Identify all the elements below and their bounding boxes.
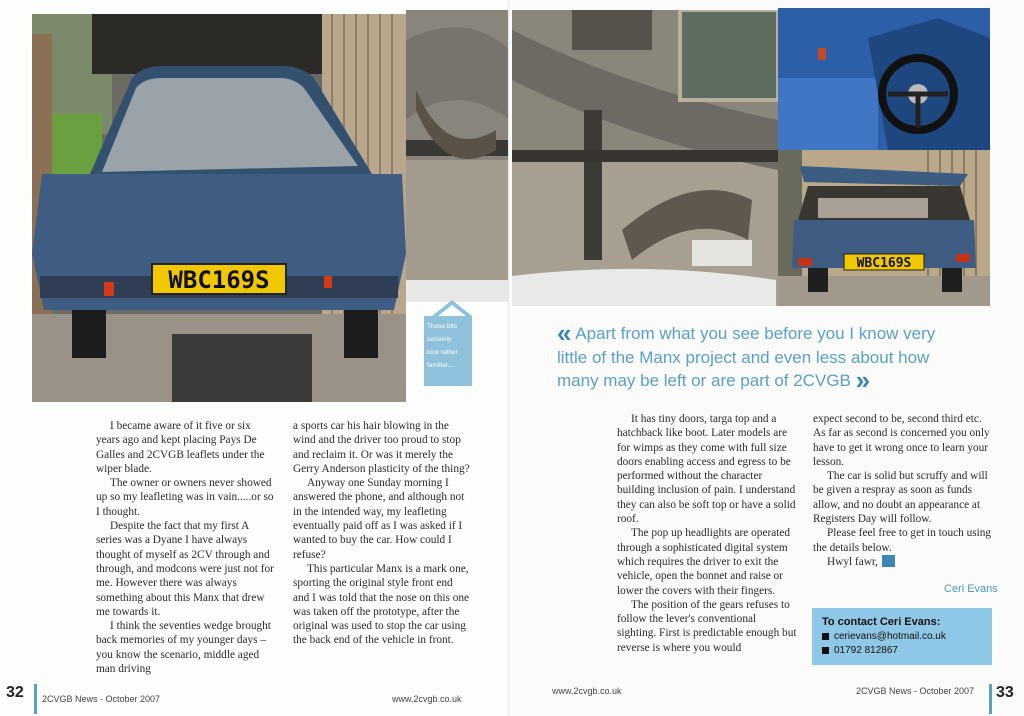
right-column-2 bbox=[813, 412, 993, 569]
bullet-icon bbox=[822, 647, 829, 654]
paragraph: I think the seventies wedge brought back memories of my younger days – you know the scenario, middle aged man driving bbox=[96, 620, 271, 676]
caption-line: familiar... bbox=[427, 362, 454, 369]
contact-email-row bbox=[822, 630, 982, 644]
page-number-right: 33 bbox=[996, 684, 1014, 701]
paragraph: It has tiny doors, targa top and a hatchback like boot. Later models are for wimps as they come with full size doors enabling access and egress to be performed without the character building inclusion of pain. I understand they can also be soft top or have a solid roof. bbox=[617, 413, 796, 526]
footer-title-right: 2CVGB News - October 2007 bbox=[856, 686, 975, 696]
end-mark-icon bbox=[882, 555, 895, 567]
interior-photo bbox=[778, 8, 990, 150]
underside-photo-left bbox=[406, 10, 510, 302]
left-page bbox=[0, 0, 510, 716]
bullet-icon bbox=[822, 633, 829, 640]
paragraph: Anyway one Sunday morning I answered the phone, and although not in the intended way, my leafleting eventually paid off as I was asked if I wanted to buy the car. How could I refuse? bbox=[293, 477, 465, 561]
paragraph: I became aware of it five or six years ago and kept placing Pays De Galles and 2CVGB leaflets under the wiper blade. bbox=[96, 420, 265, 475]
right-photo-plate-text: WBC169S bbox=[856, 256, 912, 271]
contact-phone: 01792 812867 bbox=[834, 644, 898, 656]
quote-close-icon: » bbox=[855, 365, 871, 395]
paragraph: The position of the gears refuses to follow the lever's conventional sighting. First is predictable enough but reverse is where you would bbox=[617, 598, 797, 654]
right-page bbox=[510, 0, 1024, 716]
footer-url-right: www.2cvgb.co.uk bbox=[552, 686, 622, 696]
paragraph bbox=[813, 555, 993, 569]
left-column-2 bbox=[293, 419, 471, 648]
contact-email[interactable]: cerievans@hotmail.co.uk bbox=[834, 631, 946, 642]
left-column-1 bbox=[96, 419, 274, 676]
paragraph: The car is solid but scruffy and will be given a respray as soon as funds allow, and no doubt an appearance at Registers Day will follow. bbox=[813, 470, 988, 526]
paragraph: a sports car his hair blowing in the wind and the driver too proud to stop and reclaim it. Or was it merely the Gerry Anderson plasticity of the thing? bbox=[293, 420, 470, 475]
hatch-photo bbox=[778, 150, 990, 306]
pull-quote-text: Apart from what you see before you I know very little of the Manx project and even less about how many may be left or are part of 2CVGB bbox=[557, 324, 936, 390]
paragraph: This particular Manx is a mark one, sporting the original style front end and I was told that the nose on this one was taken off the prototype, after the original was used to stop the car using the back end of the vehicle in front. bbox=[293, 562, 470, 647]
car-rear-photo bbox=[32, 14, 406, 402]
paragraph: The pop up headlights are operated through a sophisticated digital system which requires the driver to exit the vehicle, open the bonnet and raise or lower the covers with their fingers. bbox=[617, 527, 791, 597]
sign-off: Hwyl fawr, bbox=[827, 555, 878, 568]
pull-quote bbox=[557, 318, 967, 395]
author-name: Ceri Evans bbox=[944, 583, 998, 595]
paragraph: expect second to be, second third etc. As far as second is concerned you only have to get it wrong once to learn your lesson. bbox=[813, 413, 990, 468]
contact-box bbox=[812, 608, 992, 665]
caption-chevron-icon bbox=[432, 296, 472, 316]
left-photo-plate-text: WBC169S bbox=[168, 266, 270, 294]
contact-phone-row bbox=[822, 644, 982, 658]
caption-line: look rather bbox=[427, 349, 458, 356]
footer-bar-right bbox=[989, 684, 992, 714]
photo-caption bbox=[424, 316, 472, 386]
paragraph: Please feel free to get in touch using the details below. bbox=[813, 527, 992, 554]
paragraph: The owner or owners never showed up so my leafleting was in vain.....or so I thought. bbox=[96, 477, 274, 518]
caption-line: These bits bbox=[427, 323, 457, 330]
underside-photo-right bbox=[512, 10, 778, 306]
footer-bar-left bbox=[34, 684, 37, 714]
paragraph: Despite the fact that my first A series was a Dyane I have always thought of myself as 2CV through and through, and modcons were just not for me. However there was always something about this Manx that drew me towards it. bbox=[96, 520, 274, 618]
contact-title: To contact Ceri Evans: bbox=[822, 616, 941, 628]
caption-line: certainly bbox=[427, 336, 452, 343]
footer-title-left: 2CVGB News - October 2007 bbox=[42, 694, 161, 704]
right-column-1 bbox=[617, 412, 797, 655]
quote-open-icon: « bbox=[557, 318, 572, 348]
footer-url-left: www.2cvgb.co.uk bbox=[392, 694, 462, 704]
page-number-left: 32 bbox=[6, 684, 24, 701]
